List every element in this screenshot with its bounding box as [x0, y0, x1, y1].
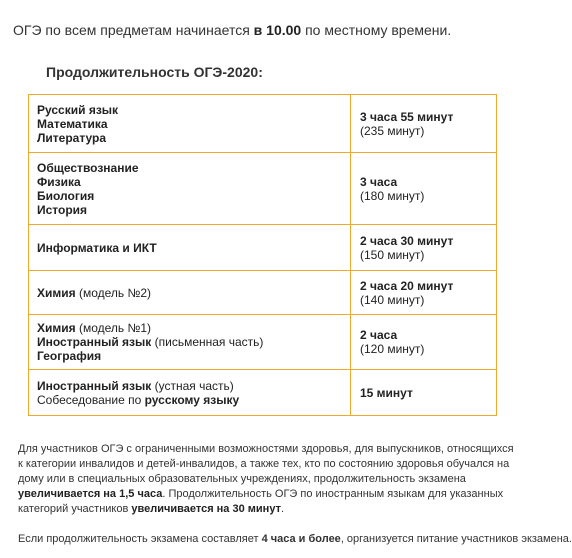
subject-entry [37, 335, 342, 349]
subjects-cell [29, 370, 351, 416]
duration-cell [351, 225, 497, 271]
subject-note: (модель №2) [75, 285, 152, 300]
duration-cell [351, 153, 497, 225]
subject-entry [37, 321, 342, 335]
duration-minutes: (235 минут) [360, 123, 425, 138]
table-row [29, 95, 497, 153]
subject-extra-bold: русскому языку [144, 392, 240, 407]
note-highlight: увеличивается на 30 минут [131, 503, 281, 515]
note-text: . Продолжительность ОГЭ по иностранным языкам для указанных категорий участников [18, 488, 504, 515]
subject-name: Информатика и ИКТ [37, 240, 157, 255]
meals-note-post: , организуется питание участников экзамена. [340, 533, 572, 545]
subjects-cell [29, 95, 351, 153]
subjects-cell [29, 315, 351, 370]
table-row [29, 370, 497, 416]
table-row [29, 271, 497, 315]
meals-note-highlight: 4 часа и более [261, 533, 341, 545]
duration-cell [351, 370, 497, 416]
duration-table [28, 94, 497, 416]
subjects-cell [29, 271, 351, 315]
subject-name: Математика [37, 116, 108, 131]
duration-value: 3 часа 55 минут [360, 109, 454, 124]
note-highlight: увеличивается на 1,5 часа [18, 488, 163, 500]
subject-name: Обществознание [37, 160, 139, 175]
duration-cell [351, 95, 497, 153]
note-text: Для участников ОГЭ с ограниченными возможностями здоровья, для выпускников, относящихся к категории инвалидов и детей-инвалидов, а также тех, кто по состоянию здоровья обучался на дому или в специальных образовательных учреждениях, продолжительность экзамена [18, 443, 514, 485]
intro-post: по местному времени. [301, 22, 452, 38]
subject-entry [37, 286, 342, 300]
subject-name: Биология [37, 188, 95, 203]
subject-name: История [37, 202, 88, 217]
duration-cell [351, 315, 497, 370]
duration-minutes: (140 минут) [360, 292, 425, 307]
duration-cell [351, 271, 497, 315]
meals-note-pre: Если продолжительность экзамена составляет [18, 533, 262, 545]
subjects-cell [29, 225, 351, 271]
note-text: . [280, 503, 285, 515]
table-row [29, 153, 497, 225]
special-conditions-note [18, 442, 518, 517]
subject-name: Литература [37, 130, 107, 145]
subject-name: География [37, 349, 102, 363]
subject-name: Физика [37, 174, 81, 189]
duration-value: 3 часа [360, 174, 398, 189]
subject-name: Иностранный язык [37, 378, 152, 393]
duration-value: 15 минут [360, 385, 413, 400]
subject-note: (модель №1) [75, 321, 152, 335]
subjects-cell [29, 153, 351, 225]
intro-start-time: в 10.00 [253, 22, 302, 38]
subject-name: Иностранный язык [37, 335, 152, 349]
duration-value: 2 часа 20 минут [360, 278, 454, 293]
duration-minutes: (150 минут) [360, 247, 425, 262]
subject-extra-pre: Собеседование по [37, 392, 145, 407]
subject-entry [37, 393, 342, 407]
subject-name: Химия [37, 285, 76, 300]
subject-entry [37, 379, 342, 393]
table-row [29, 225, 497, 271]
subject-name: Химия [37, 321, 76, 335]
subject-note: (письменная часть) [151, 335, 264, 349]
duration-value: 2 часа 30 минут [360, 233, 454, 248]
subject-name: Русский язык [37, 102, 119, 117]
duration-minutes: (180 минут) [360, 188, 425, 203]
subject-note: (устная часть) [151, 378, 234, 393]
duration-minutes: (120 минут) [360, 342, 425, 356]
table-row [29, 315, 497, 370]
intro-text [13, 22, 518, 38]
duration-heading: Продолжительность ОГЭ-2020: [46, 64, 263, 80]
meals-note [18, 533, 572, 545]
intro-pre: ОГЭ по всем предметам начинается [13, 22, 254, 38]
duration-value: 2 часа [360, 328, 398, 342]
